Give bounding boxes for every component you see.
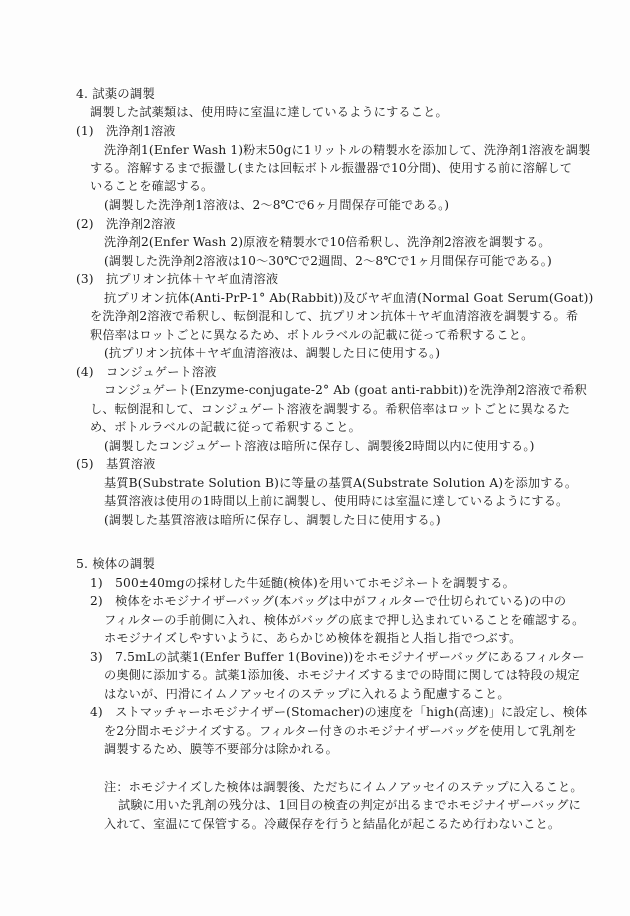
item-5-note: (調製した基質溶液は暗所に保存し、調製した日に使用する。) bbox=[104, 513, 441, 527]
item-3-line-1: 抗プリオン抗体(Anti-PrP-1° Ab(Rabbit))及びヤギ血清(Normal Goat Serum(Goat)) bbox=[104, 291, 594, 305]
section-4-intro: 調製した試薬類は、使用時に室温に達しているようにすること。 bbox=[90, 105, 448, 119]
note-line-3: 入れて、室温にて保管する。冷蔵保存を行うと結晶化が起こるため行わないこと。 bbox=[104, 817, 561, 831]
item-5-label: (5) 基質溶液 bbox=[76, 457, 156, 471]
item-3-line-3: 釈倍率はロットごとに異なるため、ボトルラベルの記載に従って希釈すること。 bbox=[90, 328, 534, 342]
step-3-line-1: 3) 7.5mLの試薬1(Enfer Buffer 1(Bovine))をホモジナイザーバッグにあるフィルター bbox=[90, 650, 585, 664]
step-4-line-3: 調製するため、膜等不要部分は除かれる。 bbox=[104, 742, 338, 756]
item-1-note: (調製した洗浄剤1溶液は、2～8℃で6ヶ月間保存可能である。) bbox=[104, 198, 450, 212]
step-4-line-2: を2分間ホモジナイズする。フィルター付きのホモジナイザーバッグを使用して乳剤を bbox=[104, 724, 577, 738]
note-line-1: 注：ホモジナイズした検体は調製後、ただちにイムノアッセイのステップに入ること。 bbox=[104, 780, 583, 794]
item-4-line-3: め、ボトルラベルの記載に従って希釈すること。 bbox=[90, 420, 361, 434]
item-3-line-2: を洗浄剤2溶液で希釈し、転倒混和して、抗プリオン抗体＋ヤギ血清溶液を調製する。希 bbox=[90, 309, 579, 323]
item-4-note: (調製したコンジュゲート溶液は暗所に保存し、調製後2時間以内に使用する。) bbox=[104, 439, 535, 453]
step-4-line-1: 4) ストマッチャーホモジナイザー(Stomacher)の速度を「high(高速)」に設定し、検体 bbox=[90, 705, 588, 719]
item-5-line-1: 基質B(Substrate Solution B)に等量の基質A(Substrate Solution A)を添加する。 bbox=[104, 476, 578, 490]
step-2-line-3: ホモジナイズしやすいように、あらかじめ検体を親指と人指し指でつぶす。 bbox=[104, 631, 522, 645]
item-1-line-3: いることを確認する。 bbox=[90, 179, 214, 193]
item-2-label: (2) 洗浄剤2溶液 bbox=[76, 217, 176, 231]
step-3-line-3: はないが、円滑にイムノアッセイのステップに入れるよう配慮すること。 bbox=[104, 687, 510, 701]
item-3-note: (抗プリオン抗体＋ヤギ血清溶液は、調製した日に使用する。) bbox=[104, 346, 441, 360]
item-5-line-2: 基質溶液は使用の1時間以上前に調製し、使用時には室温に達しているようにする。 bbox=[104, 494, 569, 508]
section-5-title: 5. 検体の調製 bbox=[76, 556, 155, 571]
item-3-label: (3) 抗プリオン抗体＋ヤギ血清溶液 bbox=[76, 272, 279, 286]
item-4-line-2: し、転倒混和して、コンジュゲート溶液を調製する。希釈倍率はロットごとに異なるた bbox=[90, 402, 571, 416]
step-2-line-1: 2) 検体をホモジナイザーバッグ(本バッグは中がフィルターで仕切られている)の中の bbox=[90, 594, 567, 608]
item-2-line-1: 洗浄剤2(Enfer Wash 2)原液を精製水で10倍希釈し、洗浄剤2溶液を調製する。 bbox=[104, 235, 551, 249]
item-1-line-1: 洗浄剤1(Enfer Wash 1)粉末50gに1リットルの精製水を添加して、洗浄剤1溶液を調製 bbox=[104, 143, 591, 157]
item-1-line-2: する。溶解するまで振盪し(または回転ボトル振盪器で10分間)、使用する前に溶解して bbox=[90, 161, 573, 175]
step-1-line-1: 1) 500±40mgの採材した牛延髄(検体)を用いてホモジネートを調製する。 bbox=[90, 576, 515, 590]
item-4-line-1: コンジュゲート(Enzyme-conjugate-2° Ab (goat anti-rabbit))を洗浄剤2溶液で希釈 bbox=[104, 383, 587, 397]
section-4-title: 4. 試薬の調製 bbox=[76, 86, 155, 101]
step-3-line-2: の奥側に添加する。試薬1添加後、ホモジナイズするまでの時間に関しては特段の規定 bbox=[104, 668, 580, 682]
item-1-label: (1) 洗浄剤1溶液 bbox=[76, 124, 176, 138]
item-4-label: (4) コンジュゲート溶液 bbox=[76, 365, 217, 379]
note-line-2: 試験に用いた乳剤の残分は、1回目の検査の判定が出るまでホモジナイザーバッグに bbox=[118, 798, 581, 812]
step-2-line-2: フィルターの手前側に入れ、検体がバッグの底まで押し込まれていることを確認する。 bbox=[104, 613, 585, 627]
item-2-note: (調製した洗浄剤2溶液は10～30℃で2週間、2～8℃で1ヶ月間保存可能である。) bbox=[104, 254, 552, 268]
